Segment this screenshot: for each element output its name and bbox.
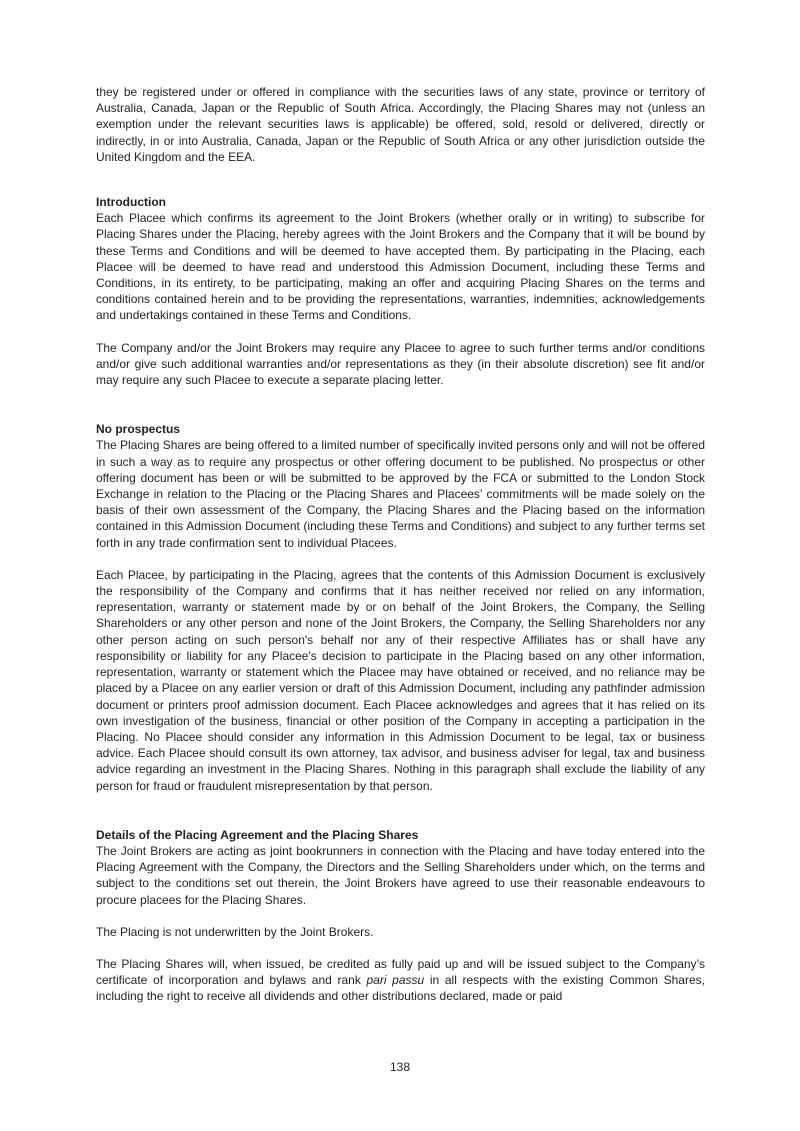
- heading-no-prospectus: No prospectus: [96, 422, 181, 437]
- paragraph-introduction-2: The Company and/or the Joint Brokers may require any Placee to agree to such further terms and/or conditions and/or give such additional warranties and/or representations as they (in their absolute discretion) see fit and/or may require any such Placee to execute a separate placing letter.: [96, 340, 705, 388]
- heading-introduction: Introduction: [96, 195, 166, 210]
- page-number: 138: [389, 1060, 411, 1074]
- paragraph-jurisdiction: they be registered under or offered in compliance with the securities laws of any state, province or territory of Australia, Canada, Japan or the Republic of South Africa. Accordingly, the Placing Shares may not (unless an exemption under the relevant securities laws is applicable) be offered, sold, resold or delivered, directly or indirectly, in or into Australia, Canada, Japan or the Republic of South Africa or any other jurisdiction outside the United Kingdom and the EEA.: [96, 85, 705, 164]
- rank-text-after: in all respects with the existing Common Shares, including the right to receive all dividends and other distributions declared, made or paid: [96, 973, 705, 1004]
- paragraph-no-prospectus-1: The Placing Shares are being offered to a limited number of specifically invited persons only and will not be offered in such a way as to require any prospectus or other offering document to be published. No prospectus or other offering document has been or will be submitted to be approved by the FCA or submitted to the London Stock Exchange in relation to the Placing or the Placing Shares and Placees’ commitments will be made solely on the basis of their own assessment of the Company, the Placing Shares and the Placing based on the information contained in this Admission Document (including these Terms and Conditions) and subject to any further terms set forth in any trade confirmation sent to individual Placees.: [96, 438, 705, 550]
- heading-placing-agreement: Details of the Placing Agreement and the Placing Shares: [96, 827, 419, 842]
- document-body: [96, 84, 705, 1005]
- paragraph-placing-agreement-1: The Joint Brokers are acting as joint bookrunners in connection with the Placing and have today entered into the Placing Agreement with the Company, the Directors and the Selling Shareholders under which, on the terms and subject to the conditions set out therein, the Joint Brokers have agreed to use their reasonable endeavours to procure placees for the Placing Shares.: [96, 843, 705, 907]
- paragraph-placing-shares-rank: [96, 956, 705, 1005]
- rank-text-before: The Placing Shares will, when issued, be credited as fully paid up and will be issued subject to the Company’s certificate of incorporation and bylaws and rank: [96, 956, 705, 988]
- rank-text-italic: pari passu: [366, 973, 425, 988]
- paragraph-not-underwritten: The Placing is not underwritten by the Joint Brokers.: [96, 924, 374, 939]
- paragraph-no-prospectus-2: Each Placee, by participating in the Placing, agrees that the contents of this Admission Document is exclusively the responsibility of the Company and confirms that it has neither received nor relied on any information, representation, warranty or statement made by or on behalf of the Joint Brokers, the Company, the Selling Shareholders or any other person and none of the Joint Brokers, the Company, the Selling Shareholders nor any other person acting on such person's behalf nor any of their respective Affiliates has or shall have any responsibility or liability for any Placee's decision to participate in the Placing based on any other information, representation, warranty or statement which the Placee may have obtained or received, and no reliance may be placed by a Placee on any earlier version or draft of this Admission Document, including any pathfinder admission document or printers proof admission document. Each Placee acknowledges and agrees that it has relied on its own investigation of the business, financial or other position of the Company in accepting a participation in the Placing. No Placee should consider any information in this Admission Document to be legal, tax or business advice. Each Placee should consult its own attorney, tax advisor, and business adviser for legal, tax and business advice regarding an investment in the Placing Shares. Nothing in this paragraph shall exclude the liability of any person for fraud or fraudulent misrepresentation by that person.: [96, 567, 705, 793]
- paragraph-introduction-1: Each Placee which confirms its agreement to the Joint Brokers (whether orally or in writing) to subscribe for Placing Shares under the Placing, hereby agrees with the Joint Brokers and the Company that it will be bound by these Terms and Conditions and will be deemed to have accepted them. By participating in the Placing, each Placee will be deemed to have read and understood this Admission Document, including these Terms and Conditions, in its entirety, to be participating, making an offer and acquiring Placing Shares on the terms and conditions contained herein and to be providing the representations, warranties, indemnities, acknowledgements and undertakings contained in these Terms and Conditions.: [96, 211, 705, 323]
